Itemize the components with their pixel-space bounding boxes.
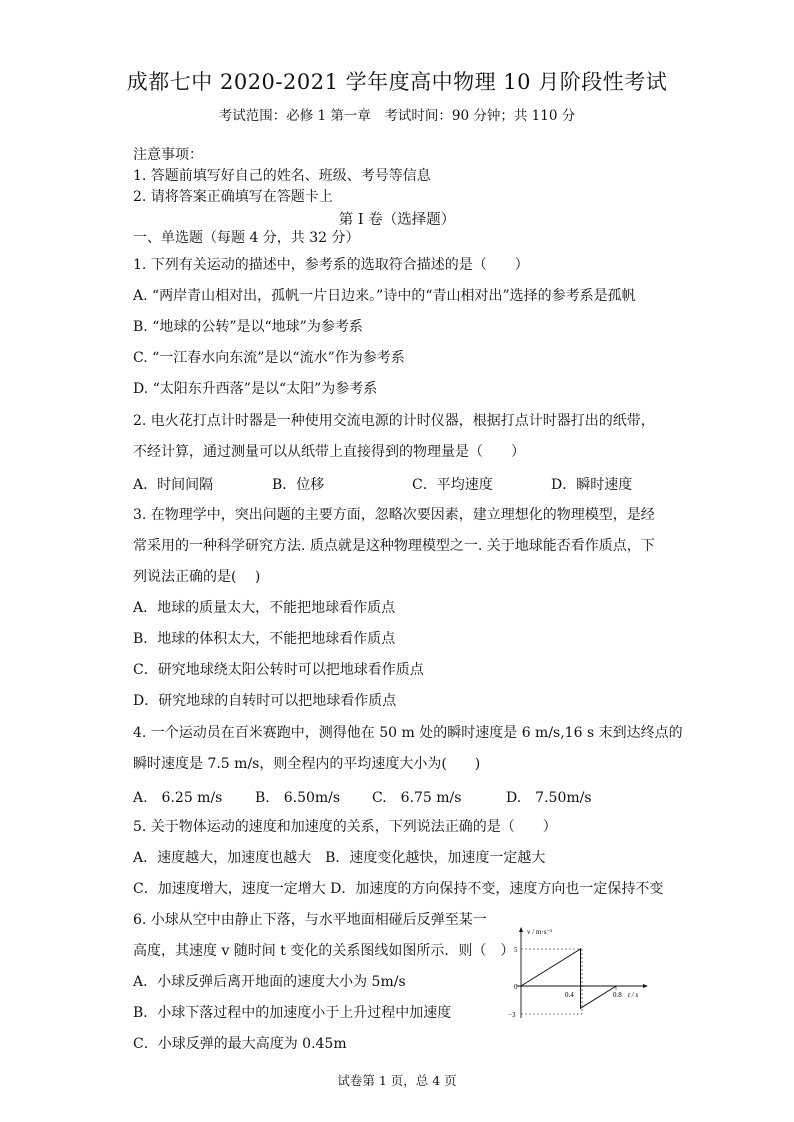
question-6-stem-line: 高度，其速度 v 随时间 t 变化的关系图线如图所示．则（ ） xyxy=(133,943,515,959)
question-4-option-a: A. 6.25 m/s xyxy=(133,790,223,806)
page-title: 成都七中 2020-2021 学年度高中物理 10 月阶段性考试 xyxy=(126,70,668,94)
question-4-option-d: D. 7.50m/s xyxy=(506,790,592,806)
velocity-time-graph xyxy=(505,924,655,1024)
question-1-stem: 1. 下列有关运动的描述中，参考系的选取符合描述的是（ ） xyxy=(133,257,529,273)
question-2-option-c: C．平均速度 xyxy=(412,477,493,493)
y-tick-label: 0 xyxy=(514,983,518,991)
question-6-option-c: C．小球反弹的最大高度为 0.45m xyxy=(133,1036,347,1052)
note-item: 1. 答题前填写好自己的姓名、班级、考号等信息 xyxy=(133,168,431,184)
question-3-option-a: A．地球的质量太大，不能把地球看作质点 xyxy=(133,600,396,616)
note-item: 2. 请将答案正确填写在答题卡上 xyxy=(133,189,333,205)
question-1-option-c: C. “一江春水向东流”是以“流水”作为参考系 xyxy=(133,350,405,366)
question-1-option-a: A. “两岸青山相对出，孤帆一片日边来。”诗中的“青山相对出”选择的参考系是孤帆 xyxy=(133,288,636,304)
question-3-stem-line: 常采用的一种科学研究方法. 质点就是这种物理模型之一. 关于地球能否看作质点，下 xyxy=(133,538,655,554)
question-1-option-b: B. “地球的公转”是以“地球”为参考系 xyxy=(133,319,363,335)
question-4-stem-line: 4. 一个运动员在百米赛跑中，测得他在 50 m 处的瞬时速度是 6 m/s,16 s 末到达终点的 xyxy=(133,725,683,741)
notes-heading: 注意事项： xyxy=(133,147,203,163)
question-3-stem-line: 3. 在物理学中，突出问题的主要方面，忽略次要因素，建立理想化的物理模型，是经 xyxy=(133,507,655,523)
question-1-option-d: D. “太阳东升西落”是以“太阳”为参考系 xyxy=(133,381,378,397)
question-3-stem-line: 列说法正确的是( ) xyxy=(133,569,261,585)
question-6-option-a: A．小球反弹后离开地面的速度大小为 5m/s xyxy=(133,974,406,990)
question-6-option-b: B．小球下落过程中的加速度小于上升过程中加速度 xyxy=(133,1005,452,1021)
section-heading: 一、单选题（每题 4 分，共 32 分） xyxy=(133,230,360,246)
x-tick-label: 0.8 xyxy=(613,991,622,999)
question-6-stem-line: 6. 小球从空中由静止下落，与水平地面相碰后反弹至某一 xyxy=(133,912,487,928)
question-5-stem: 5. 关于物体运动的速度和加速度的关系，下列说法正确的是（ ） xyxy=(133,819,557,835)
x-axis-label: t / s xyxy=(628,991,639,999)
y-tick-label: 5 xyxy=(514,946,518,954)
question-3-option-d: D．研究地球的自转时可以把地球看作质点 xyxy=(133,693,397,709)
question-5-options-cd: C．加速度增大，速度一定增大 D．加速度的方向保持不变，速度方向也一定保持不变 xyxy=(133,881,664,897)
question-5-options-ab: A．速度越大，加速度也越大 B．速度变化越快，加速度一定越大 xyxy=(133,850,546,866)
part-title: 第 I 卷（选择题） xyxy=(338,212,456,228)
exam-info: 考试范围：必修 1 第一章 考试时间：90 分钟；共 110 分 xyxy=(218,108,576,124)
x-axis-arrow xyxy=(643,984,648,988)
question-2-stem-line: 2. 电火花打点计时器是一种使用交流电源的计时仪器，根据打点计时器打出的纸带， xyxy=(133,413,655,429)
question-4-stem-line: 瞬时速度是 7.5 m/s，则全程内的平均速度大小为( ) xyxy=(133,756,481,772)
question-4-option-b: B. 6.50m/s xyxy=(255,790,341,806)
velocity-curve xyxy=(521,949,616,1008)
question-2-option-a: A．时间间隔 xyxy=(133,477,214,493)
page-footer: 试卷第 1 页，总 4 页 xyxy=(337,1073,457,1088)
y-axis-arrow xyxy=(519,927,523,932)
question-4-option-c: C. 6.75 m/s xyxy=(372,790,462,806)
question-2-option-b: B．位移 xyxy=(272,477,325,493)
y-tick-label: −3 xyxy=(508,1011,516,1019)
question-2-stem-line: 不经计算，通过测量可以从纸带上直接得到的物理量是（ ） xyxy=(133,444,525,460)
x-tick-label: 0.4 xyxy=(565,991,574,999)
question-3-option-c: C．研究地球绕太阳公转时可以把地球看作质点 xyxy=(133,662,424,678)
question-3-option-b: B．地球的体积太大，不能把地球看作质点 xyxy=(133,631,396,647)
y-axis-label: v / m·s⁻¹ xyxy=(527,928,553,936)
question-2-option-d: D．瞬时速度 xyxy=(551,477,633,493)
